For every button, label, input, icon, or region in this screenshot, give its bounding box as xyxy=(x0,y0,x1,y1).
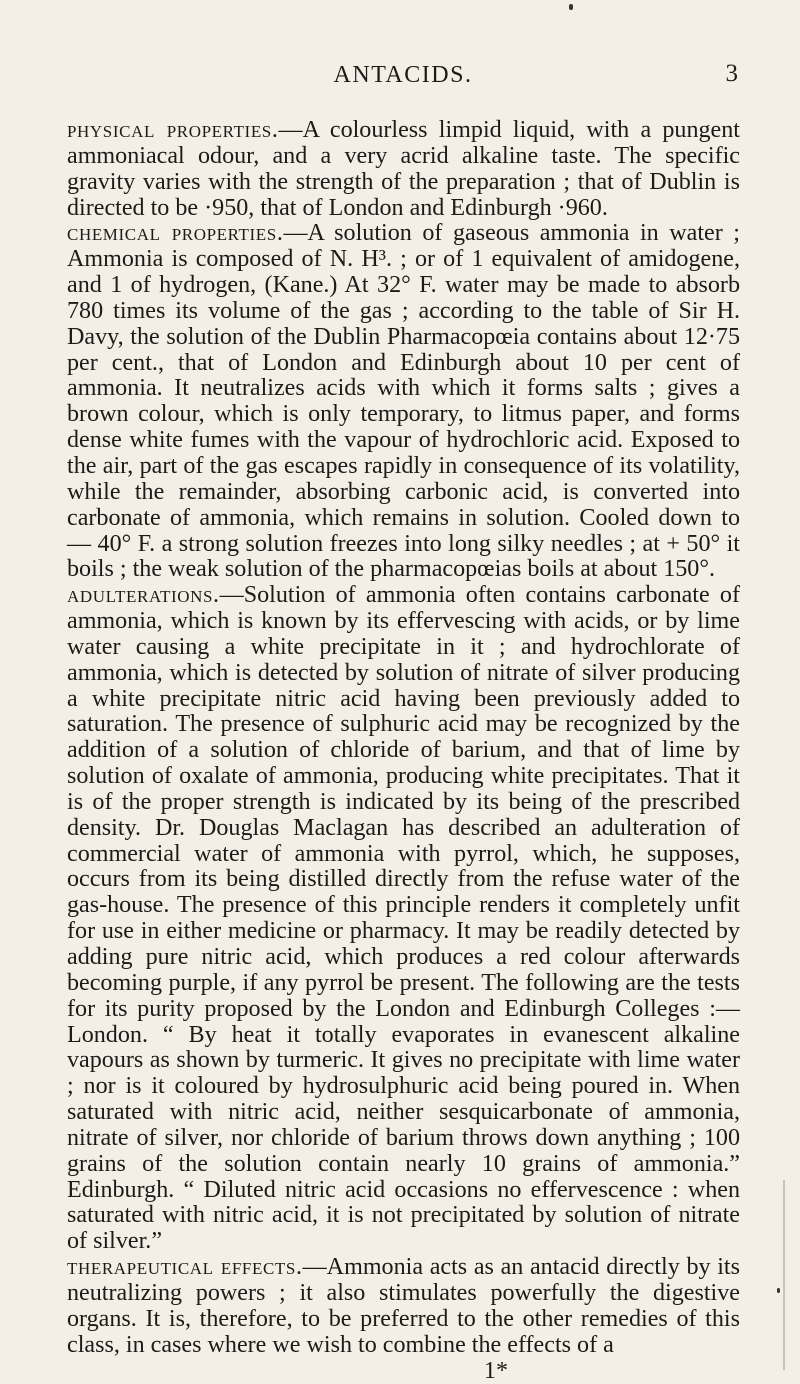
paragraph-text: —A colourless limpid liquid, with a pungent ammoniacal odour, and a very acrid alkaline taste. The specific gravity varies with the strength of the preparation ; that of Dublin is directed to be ·950, that of London and Edinburgh ·960. xyxy=(67,117,740,221)
page-edge-shadow xyxy=(783,1180,785,1370)
paragraph-physical-properties xyxy=(67,118,740,221)
body-text xyxy=(67,118,740,1383)
ink-speck xyxy=(777,1288,780,1293)
paragraph-text: —Ammonia acts as an antacid directly by its neutralizing powers ; it also stimulates powerfully the digestive organs. It is, therefore, to be preferred to the other remedies of this class, in cases where we wish to combine the effects of a xyxy=(67,1254,740,1358)
running-head xyxy=(68,50,738,88)
page-number: 3 xyxy=(725,60,738,87)
signature-mark: 1* xyxy=(483,1357,508,1384)
running-title: ANTACIDS. xyxy=(333,62,473,88)
paragraph-chemical-properties xyxy=(67,221,740,583)
section-heading-therapeutical-effects: therapeutical effects. xyxy=(67,1254,303,1281)
paragraph-therapeutical-effects xyxy=(67,1255,740,1358)
paragraph-text: —A solution of gaseous ammonia in water ; Ammonia is composed of N. H³. ; or of 1 equivalent of amidogene, and 1 of hydrogen, (Kane.) At 32° F. water may be made to absorb 780 times its volume of the gas ; according to the table of Sir H. Davy, the solution of the Dublin Pharmacopœia contains about 12·75 per cent., that of London and Edinburgh about 10 per cent of ammonia. It neutralizes acids with which it forms salts ; gives a brown colour, which is only temporary, to litmus paper, and forms dense white fumes with the vapour of hydrochloric acid. Exposed to the air, part of the gas escapes rapidly in consequence of its volatility, while the remainder, absorbing carbonic acid, is converted into carbonate of ammonia, which remains in solution. Cooled down to — 40° F. a strong solution freezes into long silky needles ; at + 50° it boils ; the weak solution of the pharmacopœias boils at about 150°. xyxy=(67,220,740,583)
section-heading-chemical-properties: chemical properties. xyxy=(67,220,284,247)
paragraph-adulterations xyxy=(67,583,740,1255)
section-heading-adulterations: adulterations. xyxy=(67,582,220,609)
paragraph-text: —Solution of ammonia often contains carbonate of ammonia, which is known by its effervescing with acids, or by lime water causing a white precipitate in it ; and hydrochlorate of ammonia, which is detected by solution of nitrate of silver producing a white precipitate nitric acid having been previously added to saturation. The presence of sulphuric acid may be recognized by the addition of a solution of chloride of barium, and that of lime by solution of oxalate of ammonia, producing white precipitates. That it is of the proper strength is indicated by its being of the prescribed density. Dr. Douglas Maclagan has described an adulteration of commercial water of ammonia with pyrrol, which, he supposes, occurs from its being distilled directly from the refuse water of the gas-house. The presence of this principle renders it completely unfit for use in either medicine or pharmacy. It may be readily detected by adding pure nitric acid, which produces a red colour afterwards becoming purple, if any pyrrol be present. The following are the tests for its purity proposed by the London and Edinburgh Colleges :—London. “ By heat it totally evaporates in evanescent alkaline vapours as shown by turmeric. It gives no precipitate with lime water ; nor is it coloured by hydrosulphuric acid being poured in. When saturated with nitric acid, neither sesquicarbonate of ammonia, nitrate of silver, nor chloride of barium throws down anything ; 100 grains of the solution contain nearly 10 grains of ammonia.” Edinburgh. “ Diluted nitric acid occasions no effervescence : when saturated with nitric acid, it is not precipitated by solution of nitrate of silver.” xyxy=(67,582,740,1255)
section-heading-physical-properties: physical properties. xyxy=(67,117,279,143)
ink-speck xyxy=(569,4,573,10)
